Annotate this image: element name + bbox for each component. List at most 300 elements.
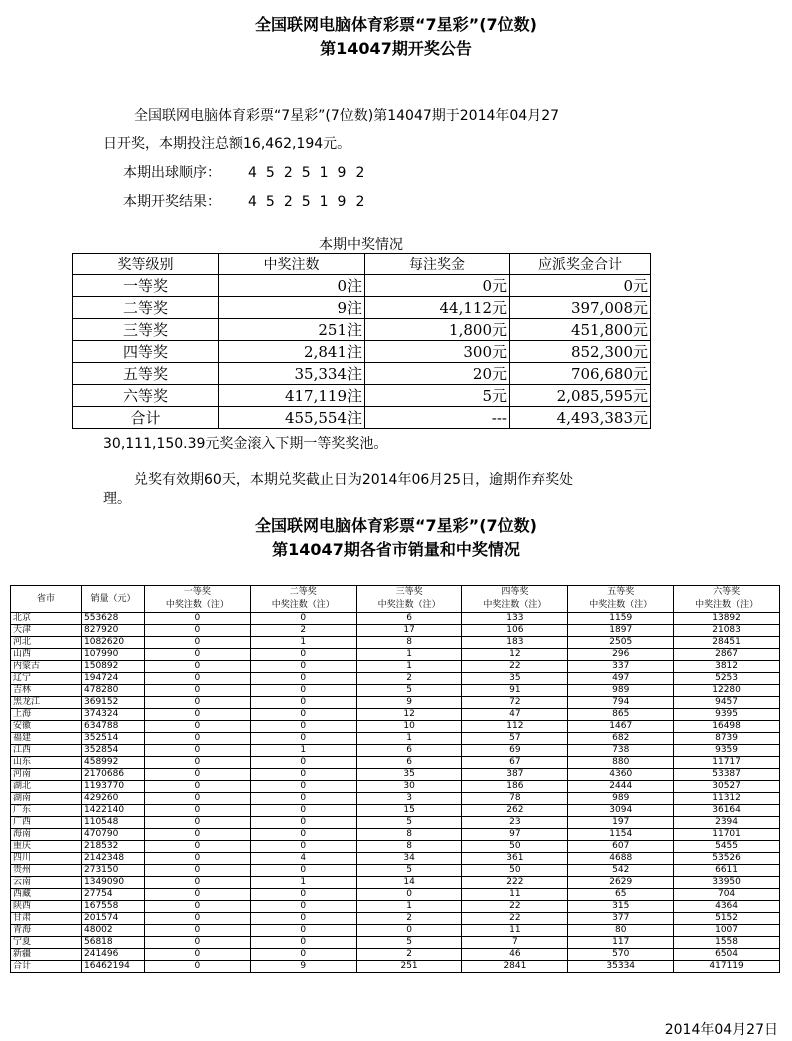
province-row xyxy=(11,829,780,841)
province-name: 黑龙江 xyxy=(11,697,82,709)
level-3-count: 34 xyxy=(356,853,462,865)
level-4-count: 97 xyxy=(462,829,568,841)
level-3-count: 6 xyxy=(356,757,462,769)
sales-amount: 27754 xyxy=(82,889,145,901)
level-6-count: 11717 xyxy=(674,757,780,769)
intro-line-1: 全国联网电脑体育彩票“7星彩”(7位数)第14047期于2014年04月27 xyxy=(134,108,560,124)
prize-per-bet: 5元 xyxy=(365,385,510,407)
level-4-count: 7 xyxy=(462,937,568,949)
level-3-count: 10 xyxy=(356,721,462,733)
level-5-count: 4360 xyxy=(568,769,674,781)
level-3-count: 5 xyxy=(356,685,462,697)
level-6-count: 53387 xyxy=(674,769,780,781)
level-5-count: 2505 xyxy=(568,637,674,649)
province-name: 云南 xyxy=(11,877,82,889)
province-name: 陕西 xyxy=(11,901,82,913)
sales-amount: 150892 xyxy=(82,661,145,673)
header-prize-total: 应派奖金合计 xyxy=(510,254,651,275)
header-level-3 xyxy=(356,586,462,613)
province-row xyxy=(11,613,780,625)
prize-level-label: 三等奖 xyxy=(395,587,423,597)
prize-level-label: 六等奖 xyxy=(713,587,741,597)
level-4-count: 57 xyxy=(462,733,568,745)
win-count-label: 中奖注数（注） xyxy=(695,600,759,610)
prize-level: 合计 xyxy=(73,407,219,429)
province-row xyxy=(11,937,780,949)
province-name: 河北 xyxy=(11,637,82,649)
level-2-count: 9 xyxy=(250,961,356,973)
level-3-count: 5 xyxy=(356,817,462,829)
level-2-count: 0 xyxy=(250,721,356,733)
prize-total: 852,300元 xyxy=(510,341,651,363)
sales-amount: 2142348 xyxy=(82,853,145,865)
sales-amount: 352514 xyxy=(82,733,145,745)
draw-result-numbers: 4525192 xyxy=(248,194,374,210)
level-3-count: 9 xyxy=(356,697,462,709)
level-6-count: 417119 xyxy=(674,961,780,973)
sales-amount: 458992 xyxy=(82,757,145,769)
level-1-count: 0 xyxy=(145,769,251,781)
province-name: 湖南 xyxy=(11,793,82,805)
province-row xyxy=(11,841,780,853)
level-3-count: 6 xyxy=(356,745,462,757)
level-1-count: 0 xyxy=(145,733,251,745)
level-2-count: 2 xyxy=(250,625,356,637)
level-2-count: 0 xyxy=(250,817,356,829)
level-4-count: 22 xyxy=(462,661,568,673)
level-1-count: 0 xyxy=(145,613,251,625)
level-5-count: 570 xyxy=(568,949,674,961)
prize-row xyxy=(73,363,651,385)
level-5-count: 4688 xyxy=(568,853,674,865)
prize-level-label: 四等奖 xyxy=(501,587,529,597)
level-1-count: 0 xyxy=(145,709,251,721)
prize-level-label: 一等奖 xyxy=(183,587,211,597)
level-5-count: 3094 xyxy=(568,805,674,817)
level-6-count: 36164 xyxy=(674,805,780,817)
province-sales-table xyxy=(10,585,780,973)
intro-line-2: 日开奖，本期投注总额16,462,194元。 xyxy=(103,136,352,152)
province-section-title: 全国联网电脑体育彩票“7星彩”(7位数) xyxy=(255,516,537,535)
level-3-count: 1 xyxy=(356,901,462,913)
province-name: 广东 xyxy=(11,805,82,817)
level-2-count: 0 xyxy=(250,757,356,769)
level-4-count: 72 xyxy=(462,697,568,709)
sales-amount: 16462194 xyxy=(82,961,145,973)
level-5-count: 2629 xyxy=(568,877,674,889)
province-row xyxy=(11,661,780,673)
level-6-count: 53526 xyxy=(674,853,780,865)
level-2-count: 1 xyxy=(250,637,356,649)
level-1-count: 0 xyxy=(145,721,251,733)
sales-amount: 553628 xyxy=(82,613,145,625)
level-6-count: 21083 xyxy=(674,625,780,637)
province-name: 河南 xyxy=(11,769,82,781)
prize-row xyxy=(73,319,651,341)
sales-amount: 1193770 xyxy=(82,781,145,793)
level-3-count: 15 xyxy=(356,805,462,817)
level-5-count: 880 xyxy=(568,757,674,769)
pool-rollover-note: 30,111,150.39元奖金滚入下期一等奖奖池。 xyxy=(103,436,388,452)
province-name: 合计 xyxy=(11,961,82,973)
level-1-count: 0 xyxy=(145,961,251,973)
level-4-count: 47 xyxy=(462,709,568,721)
level-2-count: 0 xyxy=(250,865,356,877)
level-1-count: 0 xyxy=(145,649,251,661)
level-5-count: 197 xyxy=(568,817,674,829)
province-row xyxy=(11,793,780,805)
sales-amount: 429260 xyxy=(82,793,145,805)
level-6-count: 11312 xyxy=(674,793,780,805)
level-6-count: 2867 xyxy=(674,649,780,661)
sales-amount: 218532 xyxy=(82,841,145,853)
level-3-count: 3 xyxy=(356,793,462,805)
level-6-count: 9359 xyxy=(674,745,780,757)
announcement-date: 2014年04月27日 xyxy=(664,1022,778,1038)
province-row xyxy=(11,769,780,781)
level-3-count: 30 xyxy=(356,781,462,793)
prize-row xyxy=(73,385,651,407)
win-count-label: 中奖注数（注） xyxy=(165,600,229,610)
level-4-count: 69 xyxy=(462,745,568,757)
prize-total: 2,085,595元 xyxy=(510,385,651,407)
level-5-count: 377 xyxy=(568,913,674,925)
level-2-count: 0 xyxy=(250,649,356,661)
level-6-count: 12280 xyxy=(674,685,780,697)
level-6-count: 11701 xyxy=(674,829,780,841)
sales-amount: 1082620 xyxy=(82,637,145,649)
sales-amount: 827920 xyxy=(82,625,145,637)
prize-level: 三等奖 xyxy=(73,319,219,341)
level-4-count: 50 xyxy=(462,841,568,853)
level-5-count: 542 xyxy=(568,865,674,877)
province-row xyxy=(11,625,780,637)
level-4-count: 22 xyxy=(462,913,568,925)
level-5-count: 794 xyxy=(568,697,674,709)
level-4-count: 78 xyxy=(462,793,568,805)
province-name: 青海 xyxy=(11,925,82,937)
prize-level-label: 五等奖 xyxy=(607,587,635,597)
level-4-count: 91 xyxy=(462,685,568,697)
level-3-count: 12 xyxy=(356,709,462,721)
level-2-count: 0 xyxy=(250,709,356,721)
province-name: 江西 xyxy=(11,745,82,757)
level-2-count: 0 xyxy=(250,673,356,685)
win-count-label: 中奖注数（注） xyxy=(589,600,653,610)
prize-total: 397,008元 xyxy=(510,297,651,319)
level-6-count: 4364 xyxy=(674,901,780,913)
prize-level: 四等奖 xyxy=(73,341,219,363)
level-3-count: 17 xyxy=(356,625,462,637)
sales-amount: 194724 xyxy=(82,673,145,685)
province-row xyxy=(11,733,780,745)
province-row xyxy=(11,721,780,733)
prize-table-caption: 本期中奖情况 xyxy=(319,237,403,253)
province-name: 湖北 xyxy=(11,781,82,793)
level-4-count: 46 xyxy=(462,949,568,961)
level-3-count: 0 xyxy=(356,889,462,901)
province-name: 安徽 xyxy=(11,721,82,733)
level-2-count: 1 xyxy=(250,745,356,757)
level-5-count: 607 xyxy=(568,841,674,853)
prize-total: 4,493,383元 xyxy=(510,407,651,429)
province-name: 海南 xyxy=(11,829,82,841)
level-6-count: 9457 xyxy=(674,697,780,709)
win-count: 9注 xyxy=(219,297,365,319)
sales-amount: 369152 xyxy=(82,697,145,709)
province-name: 天津 xyxy=(11,625,82,637)
expiry-note-line-2: 理。 xyxy=(103,491,131,507)
level-3-count: 2 xyxy=(356,949,462,961)
level-3-count: 8 xyxy=(356,841,462,853)
prize-per-bet: 20元 xyxy=(365,363,510,385)
level-2-count: 0 xyxy=(250,661,356,673)
sales-amount: 273150 xyxy=(82,865,145,877)
level-5-count: 1154 xyxy=(568,829,674,841)
sales-amount: 201574 xyxy=(82,913,145,925)
province-row xyxy=(11,781,780,793)
level-4-count: 387 xyxy=(462,769,568,781)
level-3-count: 1 xyxy=(356,649,462,661)
level-3-count: 1 xyxy=(356,661,462,673)
province-name: 四川 xyxy=(11,853,82,865)
level-1-count: 0 xyxy=(145,805,251,817)
level-3-count: 2 xyxy=(356,673,462,685)
province-name: 山西 xyxy=(11,649,82,661)
level-5-count: 65 xyxy=(568,889,674,901)
province-name: 吉林 xyxy=(11,685,82,697)
level-1-count: 0 xyxy=(145,865,251,877)
announcement-subtitle: 第14047期开奖公告 xyxy=(320,39,472,58)
level-6-count: 5455 xyxy=(674,841,780,853)
prize-summary-table xyxy=(72,253,651,429)
province-row xyxy=(11,637,780,649)
level-6-count: 30527 xyxy=(674,781,780,793)
draw-order xyxy=(123,162,373,182)
prize-row xyxy=(73,297,651,319)
prize-level: 一等奖 xyxy=(73,275,219,297)
prize-total: 451,800元 xyxy=(510,319,651,341)
level-2-count: 0 xyxy=(250,925,356,937)
level-4-count: 183 xyxy=(462,637,568,649)
province-name: 西藏 xyxy=(11,889,82,901)
province-name: 北京 xyxy=(11,613,82,625)
header-level-1 xyxy=(145,586,251,613)
level-2-count: 0 xyxy=(250,805,356,817)
level-5-count: 865 xyxy=(568,709,674,721)
level-4-count: 12 xyxy=(462,649,568,661)
province-row xyxy=(11,757,780,769)
level-5-count: 1467 xyxy=(568,721,674,733)
draw-result-label: 本期开奖结果： xyxy=(123,194,221,210)
sales-amount: 110548 xyxy=(82,817,145,829)
level-6-count: 3812 xyxy=(674,661,780,673)
level-2-count: 0 xyxy=(250,913,356,925)
win-count-label: 中奖注数（注） xyxy=(377,600,441,610)
level-5-count: 337 xyxy=(568,661,674,673)
sales-amount: 2170686 xyxy=(82,769,145,781)
level-5-count: 2444 xyxy=(568,781,674,793)
province-row xyxy=(11,709,780,721)
level-5-count: 315 xyxy=(568,901,674,913)
level-1-count: 0 xyxy=(145,853,251,865)
draw-result xyxy=(123,191,373,211)
expiry-note-line-1: 兑奖有效期60天，本期兑奖截止日为2014年06月25日，逾期作弃奖处 xyxy=(134,472,574,488)
level-5-count: 989 xyxy=(568,685,674,697)
level-5-count: 296 xyxy=(568,649,674,661)
sales-amount: 1422140 xyxy=(82,805,145,817)
province-row xyxy=(11,961,780,973)
province-row xyxy=(11,949,780,961)
level-1-count: 0 xyxy=(145,937,251,949)
province-row xyxy=(11,877,780,889)
level-1-count: 0 xyxy=(145,829,251,841)
prize-per-bet: 44,112元 xyxy=(365,297,510,319)
level-5-count: 80 xyxy=(568,925,674,937)
level-6-count: 1007 xyxy=(674,925,780,937)
level-5-count: 497 xyxy=(568,673,674,685)
level-2-count: 0 xyxy=(250,841,356,853)
header-level-4 xyxy=(462,586,568,613)
level-1-count: 0 xyxy=(145,901,251,913)
prize-per-bet: 1,800元 xyxy=(365,319,510,341)
level-1-count: 0 xyxy=(145,949,251,961)
level-3-count: 6 xyxy=(356,613,462,625)
level-6-count: 6504 xyxy=(674,949,780,961)
level-3-count: 2 xyxy=(356,913,462,925)
province-name: 重庆 xyxy=(11,841,82,853)
level-4-count: 262 xyxy=(462,805,568,817)
prize-level: 二等奖 xyxy=(73,297,219,319)
province-row xyxy=(11,697,780,709)
province-name: 内蒙古 xyxy=(11,661,82,673)
win-count: 417,119注 xyxy=(219,385,365,407)
province-name: 山东 xyxy=(11,757,82,769)
province-row xyxy=(11,649,780,661)
level-4-count: 22 xyxy=(462,901,568,913)
sales-amount: 241496 xyxy=(82,949,145,961)
level-1-count: 0 xyxy=(145,697,251,709)
prize-level: 六等奖 xyxy=(73,385,219,407)
sales-amount: 107990 xyxy=(82,649,145,661)
level-3-count: 1 xyxy=(356,733,462,745)
level-4-count: 23 xyxy=(462,817,568,829)
level-3-count: 0 xyxy=(356,925,462,937)
header-prize-per-bet: 每注奖金 xyxy=(365,254,510,275)
header-level-2 xyxy=(250,586,356,613)
level-5-count: 989 xyxy=(568,793,674,805)
win-count: 2,841注 xyxy=(219,341,365,363)
header-level-6 xyxy=(674,586,780,613)
level-4-count: 361 xyxy=(462,853,568,865)
prize-per-bet: 300元 xyxy=(365,341,510,363)
province-row xyxy=(11,745,780,757)
level-2-count: 0 xyxy=(250,781,356,793)
prize-total: 706,680元 xyxy=(510,363,651,385)
level-5-count: 117 xyxy=(568,937,674,949)
prize-per-bet: 0元 xyxy=(365,275,510,297)
level-1-count: 0 xyxy=(145,913,251,925)
level-1-count: 0 xyxy=(145,925,251,937)
province-row xyxy=(11,925,780,937)
province-row xyxy=(11,901,780,913)
header-prize-level: 奖等级别 xyxy=(73,254,219,275)
province-row xyxy=(11,889,780,901)
level-5-count: 738 xyxy=(568,745,674,757)
level-6-count: 5253 xyxy=(674,673,780,685)
level-1-count: 0 xyxy=(145,877,251,889)
level-2-count: 0 xyxy=(250,901,356,913)
level-6-count: 9395 xyxy=(674,709,780,721)
prize-level: 五等奖 xyxy=(73,363,219,385)
level-6-count: 6611 xyxy=(674,865,780,877)
level-5-count: 35334 xyxy=(568,961,674,973)
level-2-count: 0 xyxy=(250,733,356,745)
level-6-count: 1558 xyxy=(674,937,780,949)
prize-row xyxy=(73,341,651,363)
level-6-count: 33950 xyxy=(674,877,780,889)
sales-amount: 634788 xyxy=(82,721,145,733)
level-1-count: 0 xyxy=(145,793,251,805)
level-3-count: 14 xyxy=(356,877,462,889)
province-name: 福建 xyxy=(11,733,82,745)
province-row xyxy=(11,817,780,829)
header-province: 省市 xyxy=(11,586,82,613)
level-6-count: 704 xyxy=(674,889,780,901)
level-4-count: 11 xyxy=(462,889,568,901)
prize-level-label: 二等奖 xyxy=(289,587,317,597)
province-row xyxy=(11,673,780,685)
level-1-count: 0 xyxy=(145,661,251,673)
level-4-count: 67 xyxy=(462,757,568,769)
province-header-row xyxy=(11,586,780,613)
header-sales: 销量（元） xyxy=(82,586,145,613)
province-name: 新疆 xyxy=(11,949,82,961)
level-2-count: 0 xyxy=(250,949,356,961)
province-name: 甘肃 xyxy=(11,913,82,925)
win-count: 0注 xyxy=(219,275,365,297)
level-3-count: 5 xyxy=(356,937,462,949)
level-1-count: 0 xyxy=(145,625,251,637)
level-6-count: 13892 xyxy=(674,613,780,625)
province-section-subtitle: 第14047期各省市销量和中奖情况 xyxy=(272,540,520,559)
sales-amount: 352854 xyxy=(82,745,145,757)
level-4-count: 11 xyxy=(462,925,568,937)
level-6-count: 16498 xyxy=(674,721,780,733)
prize-total: 0元 xyxy=(510,275,651,297)
header-win-count: 中奖注数 xyxy=(219,254,365,275)
level-4-count: 106 xyxy=(462,625,568,637)
sales-amount: 56818 xyxy=(82,937,145,949)
header-level-5 xyxy=(568,586,674,613)
level-5-count: 1159 xyxy=(568,613,674,625)
level-1-count: 0 xyxy=(145,817,251,829)
level-2-count: 4 xyxy=(250,853,356,865)
level-4-count: 186 xyxy=(462,781,568,793)
level-1-count: 0 xyxy=(145,781,251,793)
province-row xyxy=(11,853,780,865)
sales-amount: 478280 xyxy=(82,685,145,697)
level-2-count: 0 xyxy=(250,889,356,901)
level-1-count: 0 xyxy=(145,841,251,853)
level-2-count: 0 xyxy=(250,685,356,697)
sales-amount: 470790 xyxy=(82,829,145,841)
level-4-count: 50 xyxy=(462,865,568,877)
win-count: 251注 xyxy=(219,319,365,341)
prize-row xyxy=(73,275,651,297)
level-5-count: 682 xyxy=(568,733,674,745)
level-2-count: 0 xyxy=(250,697,356,709)
